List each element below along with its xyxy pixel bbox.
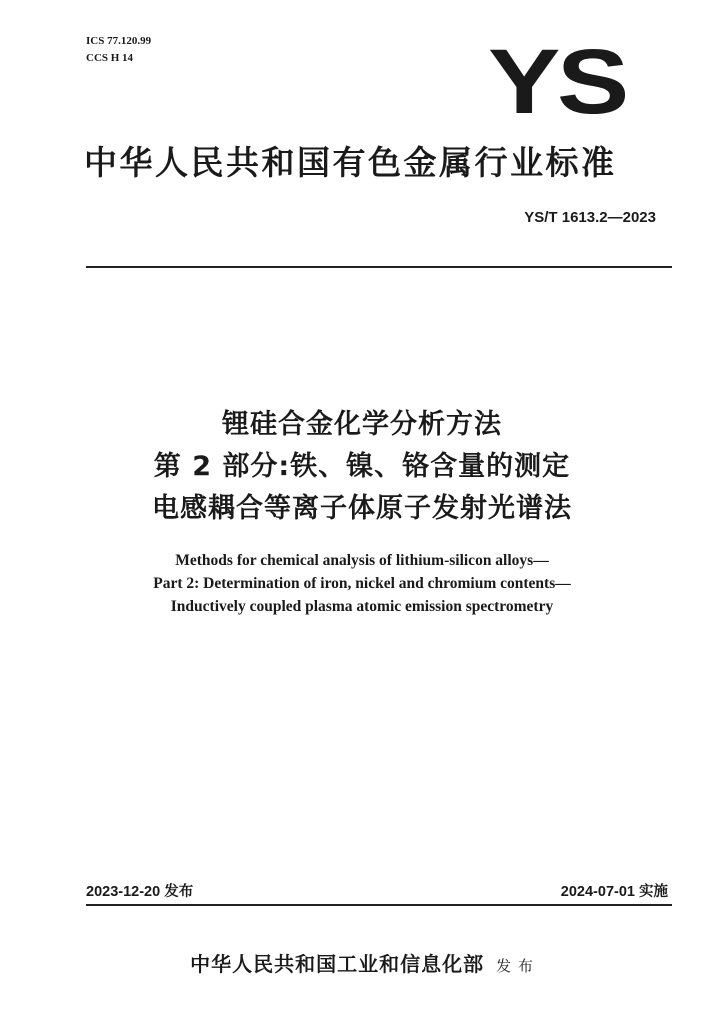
industry-title: 中华人民共和国有色金属行业标准 bbox=[84, 143, 617, 182]
footer-divider bbox=[86, 904, 672, 906]
issuer bbox=[0, 948, 724, 977]
standard-number: YS/T 1613.2—2023 bbox=[524, 209, 656, 226]
title-cn-line-1: 锂硅合金化学分析方法 bbox=[222, 409, 502, 440]
header-divider bbox=[86, 266, 672, 268]
ccs-code: CCS H 14 bbox=[86, 52, 134, 64]
title-cn-line-3: 电感耦合等离子体原子发射光谱法 bbox=[152, 493, 572, 524]
title-en-line-1: Methods for chemical analysis of lithium-silicon alloys— bbox=[175, 552, 549, 569]
title-en-line-2: Part 2: Determination of iron, nickel and chromium contents— bbox=[153, 575, 571, 592]
issuer-name: 中华人民共和国工业和信息化部 bbox=[190, 952, 485, 976]
ics-code: ICS 77.120.99 bbox=[86, 35, 152, 47]
ys-logo: YS bbox=[488, 31, 626, 133]
implement-date: 2024-07-01 实施 bbox=[560, 884, 668, 900]
issue-date: 2023-12-20 发布 bbox=[86, 884, 194, 900]
classification-codes bbox=[86, 33, 151, 67]
title-cn-line-2: 第 2 部分:铁、镍、铬含量的测定 bbox=[153, 451, 571, 482]
title-en-line-3: Inductively coupled plasma atomic emission spectrometry bbox=[170, 598, 554, 615]
issuer-action: 发 布 bbox=[496, 957, 534, 975]
